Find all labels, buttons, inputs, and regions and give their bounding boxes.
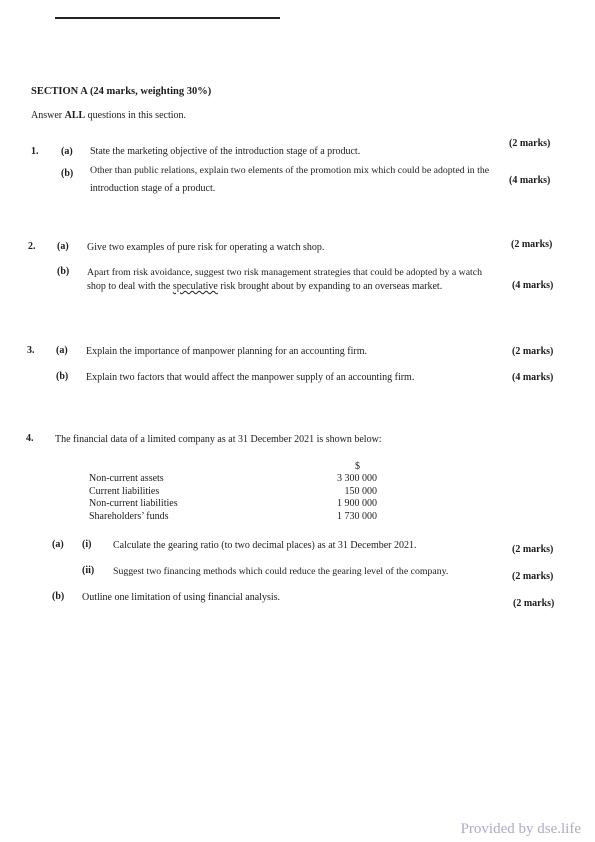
row-value: 150 000 — [344, 485, 377, 497]
instruction-prefix: Answer — [31, 110, 65, 121]
speculative-underlined-word: speculative — [172, 281, 218, 292]
question-3-number: 3. — [27, 345, 35, 356]
question-2b-line2-post: risk brought about by expanding to an overseas market. — [217, 281, 443, 292]
instruction-suffix: questions in this section. — [85, 110, 187, 121]
question-4a-label: (a) — [52, 539, 64, 550]
question-4a-i-text: Calculate the gearing ratio (to two decimal places) as at 31 December 2021. — [113, 540, 417, 551]
question-1b-marks: (4 marks) — [509, 175, 551, 186]
row-label: Shareholders’ funds — [89, 510, 169, 522]
question-4a-ii-marks: (2 marks) — [512, 571, 554, 582]
question-3a-marks: (2 marks) — [512, 346, 554, 357]
question-2-number: 2. — [28, 241, 36, 252]
question-2a-marks: (2 marks) — [511, 239, 553, 250]
question-2b-line2-pre: shop to deal with the — [87, 281, 173, 292]
financial-data-table — [89, 473, 377, 523]
question-2b-line1: Apart from risk avoidance, suggest two risk management strategies that could be adopted by a watch — [87, 267, 483, 278]
question-4a-ii-label: (ii) — [82, 565, 95, 576]
question-1a-label: (a) — [61, 146, 73, 157]
question-4-number: 4. — [26, 433, 34, 444]
question-2a-text: Give two examples of pure risk for operating a watch shop. — [87, 242, 325, 253]
row-label: Non-current liabilities — [89, 498, 178, 509]
question-3a-text: Explain the importance of manpower planning for an accounting firm. — [86, 346, 368, 357]
question-4a-i-marks: (2 marks) — [512, 544, 554, 555]
question-1-number: 1. — [31, 146, 39, 157]
row-value: 1 900 000 — [337, 498, 377, 509]
table-row — [89, 486, 377, 499]
question-2b-marks: (4 marks) — [512, 280, 554, 291]
question-3b-text: Explain two factors that would affect the manpower supply of an accounting firm. — [86, 372, 415, 383]
question-4a-i-label: (i) — [82, 539, 92, 550]
row-label: Non-current assets — [89, 473, 164, 484]
question-4a-ii-text: Suggest two financing methods which could reduce the gearing level of the company. — [113, 566, 449, 577]
footer-watermark: Provided by dse.life — [460, 821, 581, 837]
question-1a-text: State the marketing objective of the introduction stage of a product. — [90, 146, 361, 157]
question-1b-line1: Other than public relations, explain two elements of the promotion mix which could be adopted in the — [90, 165, 490, 176]
top-rule — [55, 17, 280, 19]
question-3b-label: (b) — [56, 371, 69, 382]
section-instruction — [31, 110, 186, 121]
question-2b-line2 — [87, 281, 442, 293]
question-4b-label: (b) — [52, 591, 65, 602]
table-row — [89, 473, 377, 486]
row-value: 3 300 000 — [337, 473, 377, 484]
question-4b-text: Outline one limitation of using financial analysis. — [82, 592, 281, 603]
instruction-bold: ALL — [64, 110, 86, 121]
question-1b-line2: introduction stage of a product. — [90, 183, 216, 194]
question-3b-marks: (4 marks) — [512, 372, 554, 383]
section-title: SECTION A (24 marks, weighting 30%) — [31, 86, 212, 97]
table-row — [89, 498, 377, 511]
question-2a-label: (a) — [57, 241, 69, 252]
row-value: 1 730 000 — [337, 510, 377, 522]
question-4-intro: The financial data of a limited company as at 31 December 2021 is shown below: — [55, 434, 382, 445]
question-4b-marks: (2 marks) — [513, 598, 555, 609]
question-3a-label: (a) — [56, 345, 68, 356]
row-label: Current liabilities — [89, 485, 160, 497]
question-1a-marks: (2 marks) — [509, 138, 551, 149]
table-row — [89, 511, 377, 524]
table-currency-symbol: $ — [355, 461, 360, 472]
question-2b-label: (b) — [57, 266, 70, 277]
question-1b-label: (b) — [61, 168, 74, 179]
